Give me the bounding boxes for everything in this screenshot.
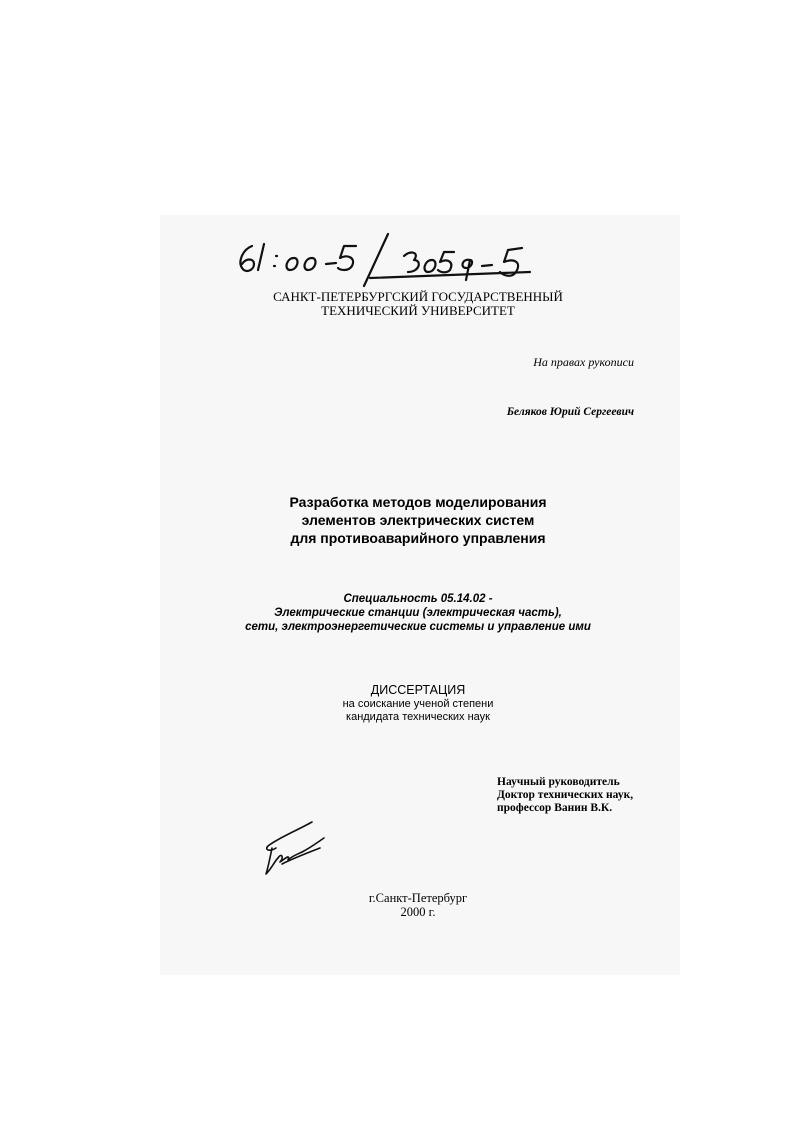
author-name: Беляков Юрий Сергеевич xyxy=(506,406,634,418)
dissertation-title-line3: для противоаварийного управления xyxy=(290,530,546,546)
handwritten-signature xyxy=(258,818,338,880)
dissertation-title-line2: элементов электрических систем xyxy=(301,512,535,528)
degree-line2: кандидата технических наук xyxy=(346,711,490,723)
specialty-line3: сети, электроэнергетические системы и управление ими xyxy=(245,621,591,633)
supervisor-degree: Доктор технических наук, xyxy=(497,789,634,801)
manuscript-note: На правах рукописи xyxy=(533,355,634,369)
dissertation-title-line1: Разработка методов моделирования xyxy=(289,494,547,510)
dissertation-label: ДИССЕРТАЦИЯ xyxy=(370,683,466,697)
degree-line1: на соискание ученой степени xyxy=(342,698,494,710)
university-name-line2: ТЕХНИЧЕСКИЙ УНИВЕРСИТЕТ xyxy=(321,303,515,318)
university-name-line1: САНКТ-ПЕТЕРБУРГСКИЙ ГОСУДАРСТВЕННЫЙ xyxy=(273,289,563,304)
supervisor-label: Научный руководитель xyxy=(497,776,620,788)
specialty-line2: Электрические станции (электрическая часть), xyxy=(274,607,562,619)
place: г.Санкт-Петербург xyxy=(368,891,468,905)
specialty-line1: Специальность 05.14.02 - xyxy=(343,593,493,605)
handwritten-archive-number xyxy=(230,228,550,290)
year: 2000 г. xyxy=(400,905,436,919)
supervisor-name: профессор Ванин В.К. xyxy=(497,802,613,814)
